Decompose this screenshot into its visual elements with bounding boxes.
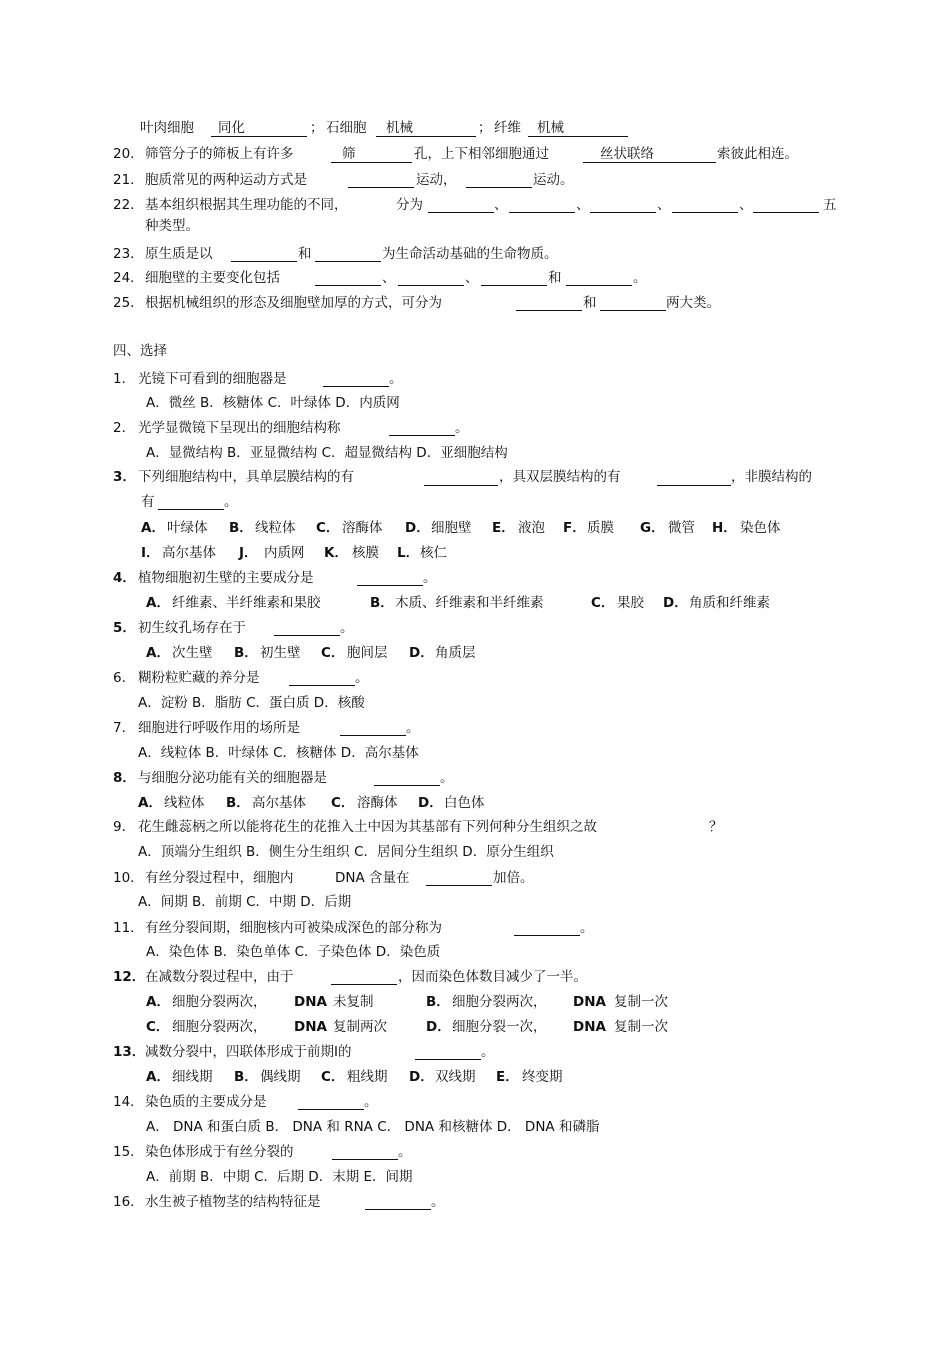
question-number: 6．: [113, 670, 136, 686]
question-number: 11．: [113, 920, 144, 936]
option-value: 胞间层: [347, 645, 388, 661]
question-text: 索彼此相连。: [717, 146, 798, 162]
answer-blank: [331, 984, 397, 985]
question-text: 有丝分裂过程中，细胞内: [145, 870, 294, 886]
question-text: 、: [465, 270, 479, 286]
option-key: B．: [234, 1069, 258, 1085]
option-key: B．: [229, 520, 253, 536]
option-value: 溶酶体: [357, 795, 398, 811]
answer-blank: [426, 885, 492, 886]
question-text: 分为: [396, 197, 423, 213]
option-key: DNA: [573, 994, 606, 1010]
answer-blank: [274, 635, 340, 636]
question-number: 3．: [113, 469, 136, 485]
option-key: DNA: [294, 1019, 327, 1035]
options-text: A．线粒体 B．叶绿体 C．核糖体 D．高尔基体: [138, 745, 419, 761]
option-value: 复制两次: [333, 1019, 387, 1035]
answer-blank: [466, 187, 532, 188]
question-text: 运动。: [533, 172, 574, 188]
answer-blank: [528, 136, 628, 137]
answer-blank: [514, 935, 580, 936]
question-text: 种类型。: [145, 218, 199, 234]
option-key: B．: [226, 795, 250, 811]
option-key: A．: [138, 795, 162, 811]
options-text: A．顶端分生组织 B．侧生分生组织 C．居间分生组织 D．原分生组织: [138, 844, 554, 860]
answer-blank: [211, 136, 307, 137]
question-number: 25．: [113, 295, 144, 311]
question-text: 。: [389, 371, 403, 387]
question-text: 加倍。: [493, 870, 534, 886]
option-key: C．: [146, 1019, 170, 1035]
option-key: C．: [316, 520, 340, 536]
question-number: 1．: [113, 371, 136, 387]
question-number: 22．: [113, 197, 144, 213]
question-number: 8．: [113, 770, 136, 786]
option-key: A．: [141, 520, 165, 536]
option-key: H．: [712, 520, 737, 536]
option-value: 角质和纤维素: [689, 595, 770, 611]
option-value: 纤维素、半纤维素和果胶: [172, 595, 321, 611]
question-text: ，具双层膜结构的有: [499, 469, 621, 485]
separator: ；: [310, 120, 324, 136]
leaf-label: 叶肉细胞: [140, 120, 194, 136]
answer-blank: [315, 261, 381, 262]
question-text: 初生纹孔场存在于: [138, 620, 246, 636]
options-text: A．显微结构 B．亚显微结构 C．超显微结构 D．亚细胞结构: [146, 445, 508, 461]
answer-blank: [340, 735, 406, 736]
answer-blank: [357, 585, 423, 586]
option-key: C．: [321, 645, 345, 661]
option-key: D．: [409, 645, 434, 661]
question-text: 运动，: [416, 172, 457, 188]
question-text: 筛管分子的筛板上有许多: [145, 146, 294, 162]
option-key: D．: [418, 795, 443, 811]
option-value: 复制一次: [614, 1019, 668, 1035]
option-value: 细胞壁: [431, 520, 472, 536]
option-key: E．: [492, 520, 515, 536]
question-number: 10．: [113, 870, 144, 886]
question-number: 24．: [113, 270, 144, 286]
question-text: ，因而染色体数目减少了一半。: [398, 969, 587, 985]
answer-blank: [590, 212, 656, 213]
option-value: 木质、纤维素和半纤维素: [395, 595, 544, 611]
options-text: A．间期 B．前期 C．中期 D．后期: [138, 894, 352, 910]
leaf-answer: 同化: [218, 120, 245, 136]
option-key: D．: [405, 520, 430, 536]
option-key: L．: [397, 545, 420, 561]
option-value: 双线期: [435, 1069, 476, 1085]
option-key: A．: [146, 595, 170, 611]
answer-blank: [389, 435, 455, 436]
question-text: 。: [423, 570, 437, 586]
question-text: 两大类。: [666, 295, 720, 311]
question-text: 。: [633, 270, 647, 286]
option-value: 角质层: [435, 645, 476, 661]
option-value: 液泡: [518, 520, 545, 536]
option-value: 内质网: [264, 545, 305, 561]
question-text: 细胞进行呼吸作用的场所是: [138, 720, 300, 736]
question-text: 孔，上下相邻细胞通过: [414, 146, 549, 162]
question-text: 五: [823, 197, 837, 213]
question-text: 和: [583, 295, 597, 311]
question-number: 4．: [113, 570, 136, 586]
question-number: 7．: [113, 720, 136, 736]
question-number: 2．: [113, 420, 136, 436]
question-number: 16．: [113, 1194, 144, 1210]
question-number: 9．: [113, 819, 136, 835]
option-value: 未复制: [333, 994, 374, 1010]
options-text: A．染色体 B．染色单体 C．子染色体 D．染色质: [146, 944, 441, 960]
question-text: 水生被子植物茎的结构特征是: [145, 1194, 321, 1210]
options-text: A． DNA 和蛋白质 B． DNA 和 RNA C． DNA 和核糖体 D． DNA 和磷脂: [146, 1119, 600, 1135]
answer-blank: [323, 386, 389, 387]
option-value: 叶绿体: [167, 520, 208, 536]
question-text: 光学显微镜下呈现出的细胞结构称: [138, 420, 341, 436]
option-key: D．: [409, 1069, 434, 1085]
option-value: 果胶: [617, 595, 644, 611]
question-text: 、: [382, 270, 396, 286]
answer-blank: [158, 509, 224, 510]
answer-blank: [289, 685, 355, 686]
option-value: 溶酶体: [342, 520, 383, 536]
answer-blank: [657, 485, 731, 486]
question-text: 染色体形成于有丝分裂的: [145, 1144, 294, 1160]
answer-blank: [398, 285, 464, 286]
answer-blank: [365, 1209, 431, 1210]
option-key: B．: [426, 994, 450, 1010]
option-value: 粗线期: [347, 1069, 388, 1085]
answer-blank: [315, 285, 381, 286]
question-text: 。: [580, 920, 594, 936]
option-value: 终变期: [522, 1069, 563, 1085]
option-key: C．: [591, 595, 615, 611]
question-text: 原生质是以: [145, 246, 213, 262]
option-value: 次生壁: [172, 645, 213, 661]
answer-blank: [753, 212, 819, 213]
question-text: 。: [481, 1044, 495, 1060]
option-key: F．: [563, 520, 586, 536]
option-key: A．: [146, 994, 170, 1010]
answer-blank: [332, 1159, 398, 1160]
question-number: 20．: [113, 146, 144, 162]
question-text: 。: [440, 770, 454, 786]
option-value: 染色体: [740, 520, 781, 536]
option-value: 细胞分裂两次，: [452, 994, 547, 1010]
question-text: ，非膜结构的: [731, 469, 812, 485]
question-text: 有丝分裂间期，细胞核内可被染成深色的部分称为: [145, 920, 442, 936]
answer-blank: [424, 485, 498, 486]
question-text: 染色质的主要成分是: [145, 1094, 267, 1110]
question-text: 。: [455, 420, 469, 436]
option-value: 质膜: [587, 520, 614, 536]
answer-blank: [672, 212, 738, 213]
section-title: 四、选择: [113, 343, 167, 359]
fiber-answer: 机械: [537, 120, 564, 136]
option-value: 线粒体: [164, 795, 205, 811]
question-text: 光镜下可看到的细胞器是: [138, 371, 287, 387]
question-text: DNA 含量在: [335, 870, 410, 886]
option-key: C．: [321, 1069, 345, 1085]
question-text: 、: [739, 197, 753, 213]
question-text: 。: [224, 494, 238, 510]
question-number: 23．: [113, 246, 144, 262]
option-key: G．: [640, 520, 665, 536]
option-value: 高尔基体: [252, 795, 306, 811]
answer-blank: [566, 285, 632, 286]
question-text: 减数分裂中，四联体形成于前期Ⅰ的: [145, 1044, 352, 1060]
question-text: 下列细胞结构中，具单层膜结构的有: [138, 469, 354, 485]
option-value: 微管: [668, 520, 695, 536]
question-text: 植物细胞初生壁的主要成分是: [138, 570, 314, 586]
question-text: 、: [494, 197, 508, 213]
question-number: 12．: [113, 969, 146, 985]
option-key: I．: [141, 545, 160, 561]
option-value: 偶线期: [260, 1069, 301, 1085]
question-text: 与细胞分泌功能有关的细胞器是: [138, 770, 327, 786]
option-value: 初生壁: [260, 645, 301, 661]
option-key: DNA: [294, 994, 327, 1010]
question-text: ？: [709, 819, 723, 835]
stone-label: 石细胞: [326, 120, 367, 136]
options-text: A．微丝 B．核糖体 C．叶绿体 D．内质网: [146, 395, 400, 411]
fiber-label: 纤维: [494, 120, 521, 136]
option-value: 细胞分裂两次，: [172, 994, 267, 1010]
option-key: B．: [234, 645, 258, 661]
option-key: C．: [331, 795, 355, 811]
question-text: 为生命活动基础的生命物质。: [382, 246, 558, 262]
separator: ；: [478, 120, 492, 136]
question-text: 。: [364, 1094, 378, 1110]
question-text: 和: [298, 246, 312, 262]
question-text: 基本组织根据其生理功能的不同，: [145, 197, 348, 213]
option-key: A．: [146, 1069, 170, 1085]
options-text: A．前期 B．中期 C．后期 D．末期 E．间期: [146, 1169, 413, 1185]
option-value: 复制一次: [614, 994, 668, 1010]
question-text: 在减数分裂过程中，由于: [145, 969, 294, 985]
option-value: 高尔基体: [162, 545, 216, 561]
question-number: 15．: [113, 1144, 144, 1160]
answer-blank: [331, 162, 412, 163]
option-value: 细胞分裂一次，: [452, 1019, 547, 1035]
option-value: 细线期: [172, 1069, 213, 1085]
option-value: 白色体: [444, 795, 485, 811]
question-text: 。: [406, 720, 420, 736]
question-text: 。: [398, 1144, 412, 1160]
question-text: 。: [340, 620, 354, 636]
option-key: E．: [496, 1069, 519, 1085]
answer-blank: [481, 285, 547, 286]
answer-blank: [374, 785, 440, 786]
question-text: 、: [576, 197, 590, 213]
answer-blank: [600, 310, 666, 311]
option-value: 核仁: [420, 545, 447, 561]
answer-blank: [231, 261, 297, 262]
question-text: 。: [431, 1194, 445, 1210]
options-text: A．淀粉 B．脂肪 C．蛋白质 D．核酸: [138, 695, 365, 711]
option-value: 线粒体: [255, 520, 296, 536]
answer-blank: [516, 310, 582, 311]
option-key: D．: [663, 595, 688, 611]
answer-blank: [583, 162, 716, 163]
answer-text: 筛: [342, 146, 356, 162]
question-text: 胞质常见的两种运动方式是: [145, 172, 307, 188]
stone-answer: 机械: [386, 120, 413, 136]
question-text: 糊粉粒贮藏的养分是: [138, 670, 260, 686]
option-key: DNA: [573, 1019, 606, 1035]
option-value: 细胞分裂两次，: [172, 1019, 267, 1035]
answer-text: 丝状联络: [600, 146, 654, 162]
option-value: 核膜: [352, 545, 379, 561]
question-text: 根据机械组织的形态及细胞壁加厚的方式，可分为: [145, 295, 442, 311]
answer-blank: [509, 212, 575, 213]
question-text: 细胞壁的主要变化包括: [145, 270, 280, 286]
question-number: 14．: [113, 1094, 144, 1110]
option-key: J．: [239, 545, 258, 561]
answer-blank: [428, 212, 494, 213]
question-text: 和: [548, 270, 562, 286]
option-key: D．: [426, 1019, 451, 1035]
question-text: 、: [657, 197, 671, 213]
question-number: 13．: [113, 1044, 146, 1060]
question-number: 5．: [113, 620, 136, 636]
question-text: 花生雌蕊柄之所以能将花生的花推入土中因为其基部有下列何种分生组织之故: [138, 819, 597, 835]
answer-blank: [298, 1109, 364, 1110]
answer-blank: [376, 136, 476, 137]
option-key: B．: [370, 595, 394, 611]
answer-blank: [415, 1059, 481, 1060]
option-key: K．: [324, 545, 348, 561]
answer-blank: [348, 187, 414, 188]
question-number: 21．: [113, 172, 144, 188]
question-text: 有: [141, 494, 155, 510]
option-key: A．: [146, 645, 170, 661]
question-text: 。: [355, 670, 369, 686]
